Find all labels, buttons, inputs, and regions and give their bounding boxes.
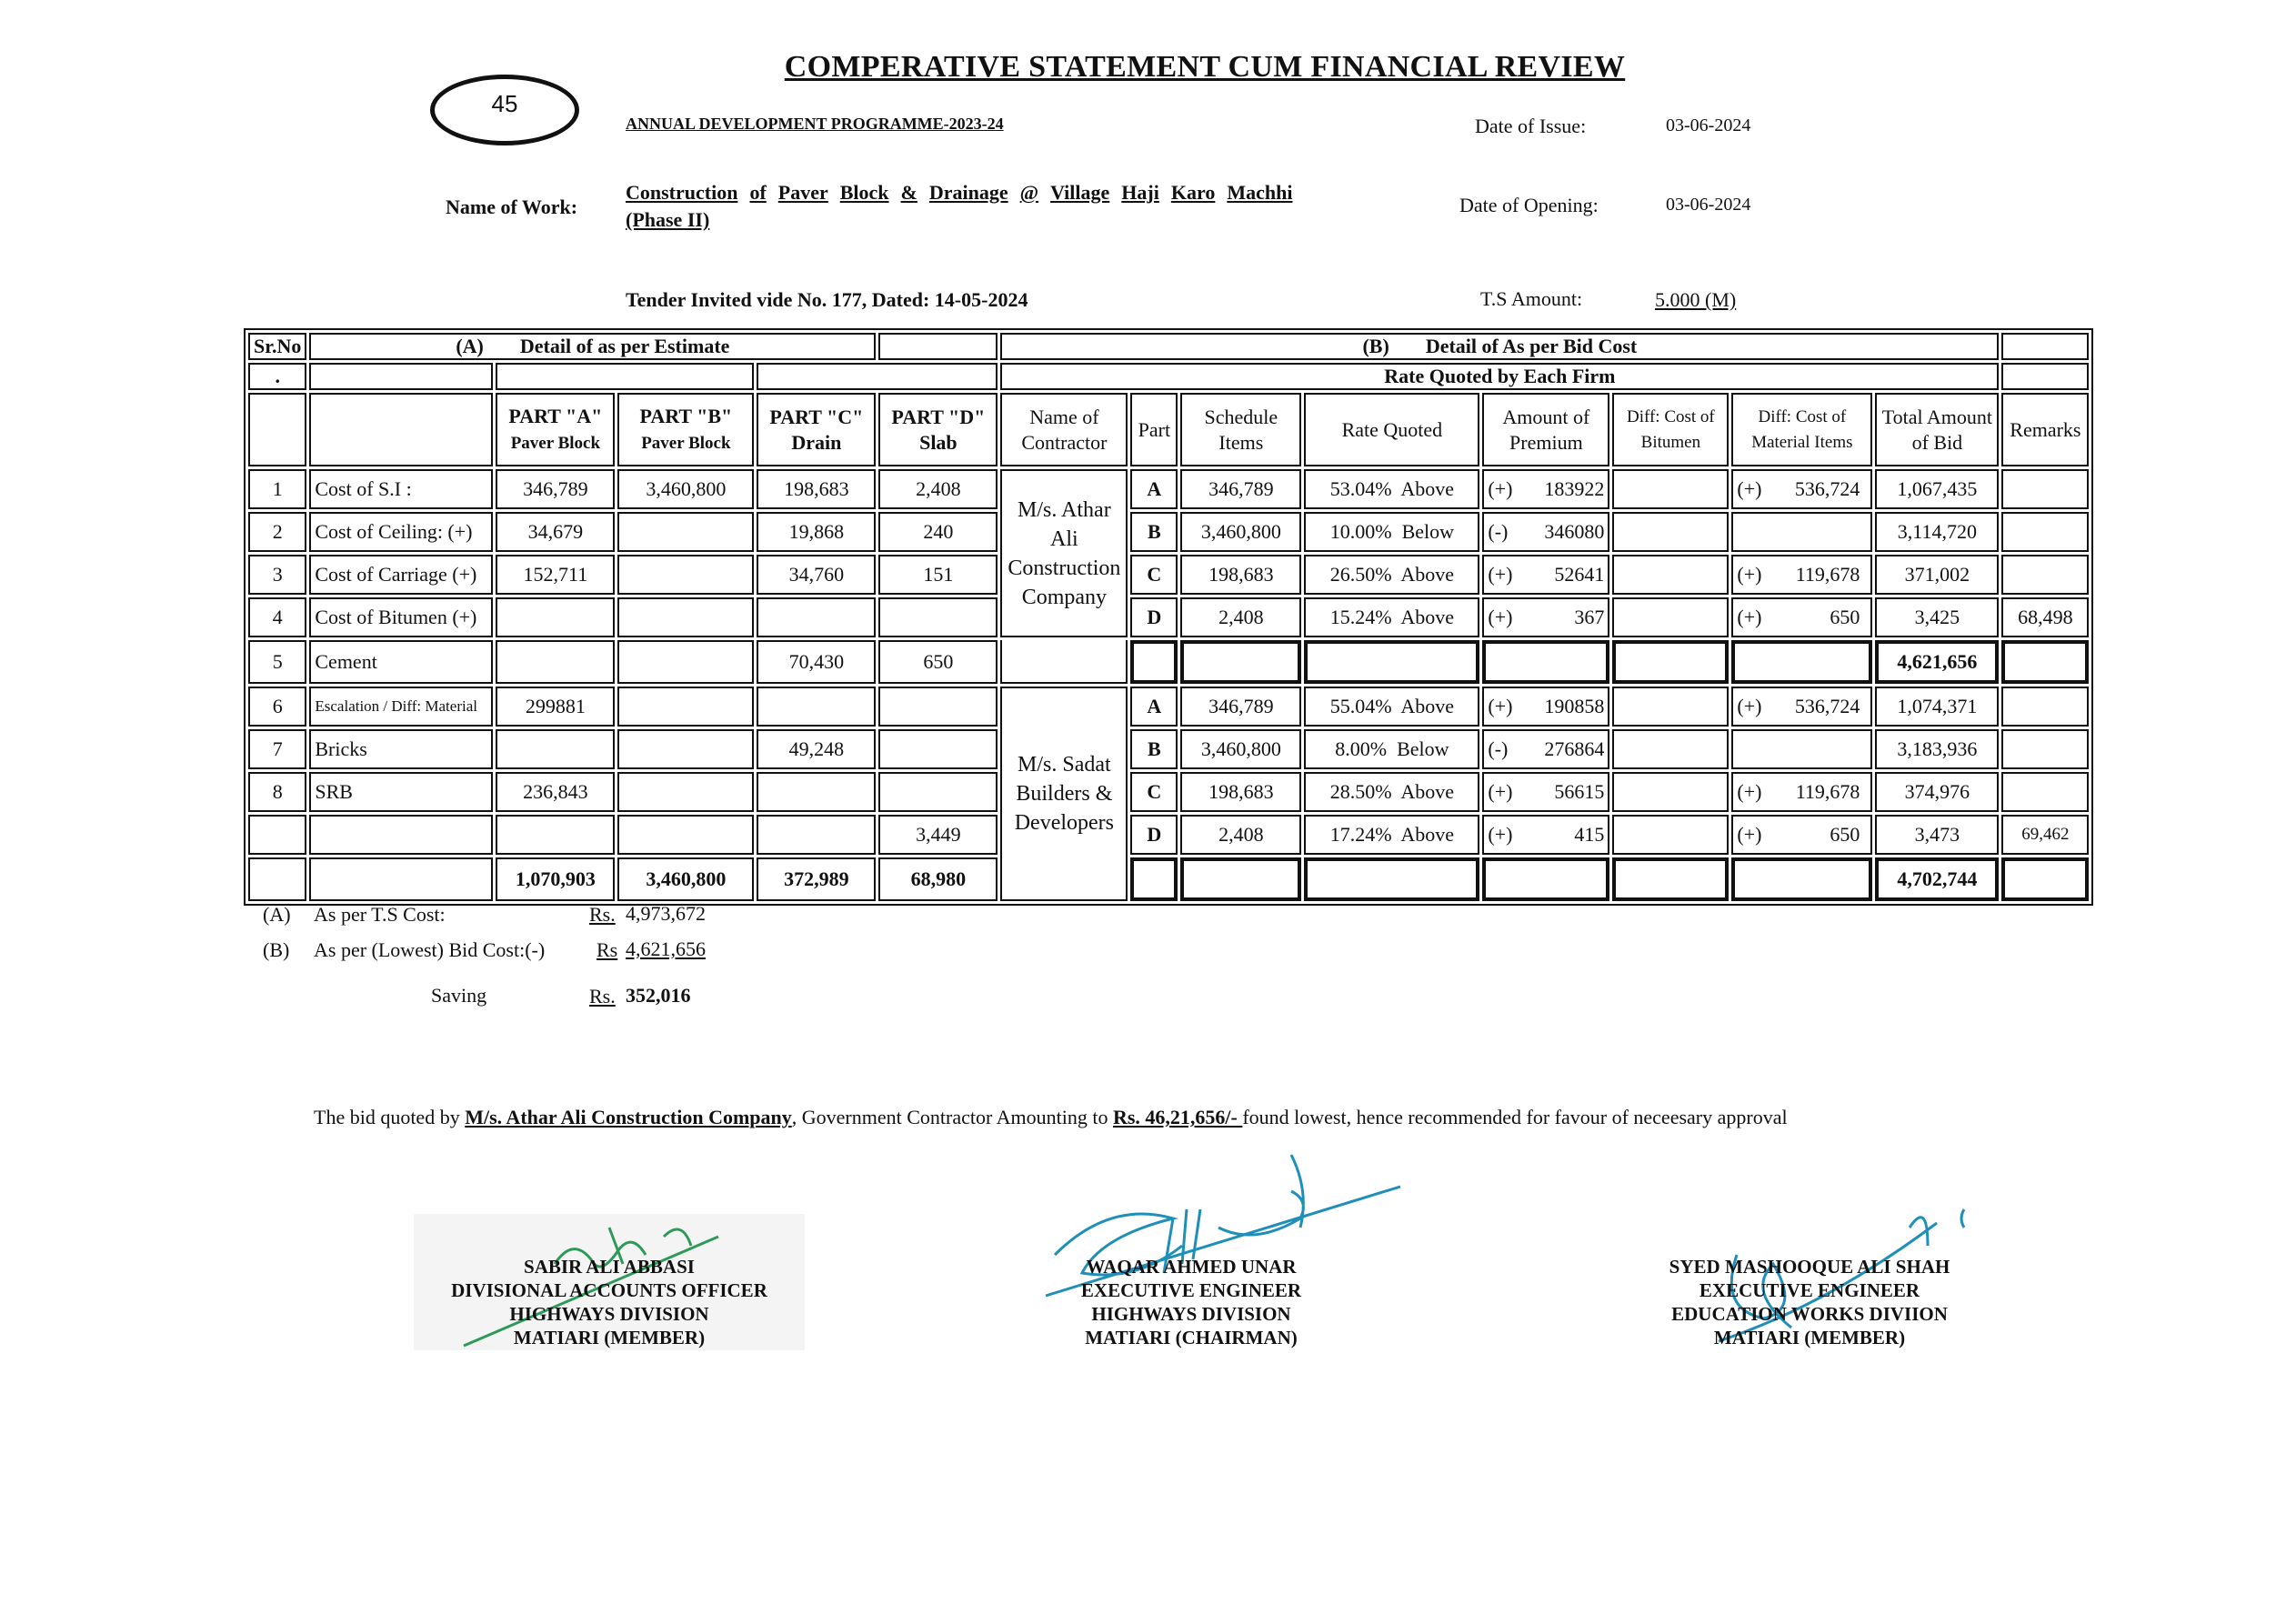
- srno-cell: 2: [248, 512, 306, 552]
- signatory-role: MATIARI (CHAIRMAN): [1085, 1327, 1298, 1348]
- part-a-cell: [496, 729, 615, 769]
- date-of-opening-value: 03-06-2024: [1666, 195, 1751, 215]
- recommendation-text: [314, 1106, 1788, 1129]
- signatory-title: EXECUTIVE ENGINEER: [1080, 1279, 1302, 1301]
- material-cell: [1731, 597, 1872, 637]
- part-header-top: PART "C": [769, 405, 864, 428]
- srno-cell: 7: [248, 729, 306, 769]
- signatory-role: MATIARI (MEMBER): [513, 1327, 706, 1348]
- table-row: [248, 640, 2089, 684]
- blank-header-cell: [309, 363, 493, 390]
- premium-value: 367: [1574, 606, 1605, 628]
- srno-header: Sr.No: [248, 333, 306, 360]
- srno-cell: 4: [248, 597, 306, 637]
- signatory-division: HIGHWAYS DIVISION: [1091, 1303, 1291, 1325]
- material-value: 119,678: [1795, 780, 1860, 803]
- material-value: 650: [1830, 823, 1860, 846]
- premium-sign: (+): [1488, 563, 1513, 586]
- name-of-work-word: @: [1019, 181, 1039, 204]
- bid-part-cell: B: [1130, 729, 1178, 769]
- part-b-header: [617, 393, 754, 466]
- premium-value: 276864: [1544, 737, 1605, 760]
- schedule-cell: 198,683: [1180, 772, 1301, 812]
- contractor-name-sadat: M/s. Sadat Builders & Developers: [1000, 687, 1128, 901]
- part-b-cell: [617, 640, 754, 684]
- remarks-cell: [2001, 729, 2089, 769]
- ts-amount-value: 5.000 (M): [1655, 288, 1737, 311]
- document-title: COMPERATIVE STATEMENT CUM FINANCIAL REVIEW: [784, 50, 1626, 84]
- rate-cell: [1304, 597, 1479, 637]
- blank-cell: [1612, 640, 1729, 684]
- item-cell: Cement: [309, 640, 493, 684]
- signatory-name: WAQAR AHMED UNAR: [1086, 1256, 1297, 1278]
- material-value: 119,678: [1795, 563, 1860, 586]
- bitumen-cell: [1612, 772, 1729, 812]
- name-of-work-word: Block: [839, 181, 889, 204]
- srno-cell: 5: [248, 640, 306, 684]
- premium-sign: (+): [1488, 823, 1513, 846]
- part-c-cell: 49,248: [757, 729, 876, 769]
- part-d-cell: [878, 687, 998, 727]
- material-sign: (+): [1737, 477, 1762, 500]
- premium-value: 415: [1574, 823, 1605, 846]
- diff-cost-bitumen-header: Diff: Cost of Bitumen: [1612, 393, 1729, 466]
- name-of-work-line-1: [626, 179, 1344, 206]
- part-d-cell: 2,408: [878, 469, 998, 509]
- part-a-cell: 299881: [496, 687, 615, 727]
- material-sign: (+): [1737, 606, 1762, 628]
- remarks-cell: [2001, 555, 2089, 595]
- rate-direction: Below: [1397, 737, 1449, 760]
- part-d-cell: [878, 772, 998, 812]
- total-cell: 3,183,936: [1875, 729, 1999, 769]
- blank-cell: [1180, 857, 1301, 901]
- bid-part-cell: C: [1130, 555, 1178, 595]
- rate-percent: 28.50%: [1329, 780, 1392, 803]
- material-cell: [1731, 687, 1872, 727]
- rate-percent: 10.00%: [1329, 520, 1392, 543]
- section-b-header: [1000, 333, 1999, 360]
- summary-saving-value: 352,016: [626, 984, 691, 1007]
- total-cell: 1,067,435: [1875, 469, 1999, 509]
- summary-a-tag: (A): [263, 903, 291, 926]
- remarks-cell: [2001, 687, 2089, 727]
- name-of-work-word: Machhi: [1227, 181, 1293, 204]
- rate-cell: [1304, 729, 1479, 769]
- blank-cell: [1304, 857, 1479, 901]
- part-a-cell: [496, 815, 615, 855]
- name-of-work-label: Name of Work:: [446, 195, 578, 218]
- premium-cell: [1482, 597, 1609, 637]
- premium-cell: [1482, 815, 1609, 855]
- signatory-2: [1000, 1255, 1382, 1349]
- remarks-cell: [2001, 469, 2089, 509]
- blank-cell: [248, 857, 306, 901]
- premium-cell: [1482, 729, 1609, 769]
- total-cell: 371,002: [1875, 555, 1999, 595]
- material-sign: (+): [1737, 823, 1762, 846]
- comparative-statement-table: [244, 328, 2093, 906]
- blank-header-cell: [248, 393, 306, 466]
- bid-part-cell: A: [1130, 469, 1178, 509]
- part-c-cell: [757, 815, 876, 855]
- rate-direction: Above: [1400, 563, 1455, 586]
- total-cell: 3,425: [1875, 597, 1999, 637]
- rate-cell: [1304, 555, 1479, 595]
- date-of-opening-label: Date of Opening:: [1459, 194, 1599, 216]
- name-of-work-word: Paver: [777, 181, 828, 204]
- part-d-cell: [878, 729, 998, 769]
- blank-cell: [1482, 857, 1609, 901]
- part-c-cell: [757, 597, 876, 637]
- date-of-issue-label: Date of Issue:: [1475, 115, 1587, 137]
- bid-part-cell: D: [1130, 815, 1178, 855]
- premium-value: 190858: [1544, 695, 1605, 717]
- bitumen-cell: [1612, 687, 1729, 727]
- section-b-title: Detail of As per Bid Cost: [1425, 335, 1638, 357]
- part-c-header: [757, 393, 876, 466]
- part-c-cell: [757, 687, 876, 727]
- premium-cell: [1482, 687, 1609, 727]
- rate-percent: 26.50%: [1329, 563, 1392, 586]
- signatory-division: EDUCATION WORKS DIVIION: [1671, 1303, 1948, 1325]
- bid-part-cell: D: [1130, 597, 1178, 637]
- material-sign: (+): [1737, 563, 1762, 586]
- blank-cell: [1180, 640, 1301, 684]
- part-b-cell: [617, 815, 754, 855]
- schedule-cell: 346,789: [1180, 469, 1301, 509]
- part-d-cell: [878, 597, 998, 637]
- recommendation-middle: , Government Contractor Amounting to: [791, 1106, 1113, 1128]
- rate-percent: 55.04%: [1329, 695, 1392, 717]
- table-row: [248, 687, 2089, 727]
- rate-cell: [1304, 469, 1479, 509]
- part-c-cell: 34,760: [757, 555, 876, 595]
- grand-total-athar: 4,621,656: [1875, 640, 1999, 684]
- section-b-tag: (B): [1362, 335, 1389, 357]
- total-part-d: 68,980: [878, 857, 998, 901]
- blank-cell: [1304, 640, 1479, 684]
- signatory-title: EXECUTIVE ENGINEER: [1699, 1279, 1920, 1301]
- part-a-cell: [496, 597, 615, 637]
- rate-cell: [1304, 772, 1479, 812]
- total-part-c: 372,989: [757, 857, 876, 901]
- premium-cell: [1482, 772, 1609, 812]
- premium-sign: (+): [1488, 695, 1513, 717]
- remarks-cell: [2001, 512, 2089, 552]
- part-b-cell: [617, 597, 754, 637]
- rate-percent: 15.24%: [1329, 606, 1392, 628]
- part-b-cell: [617, 512, 754, 552]
- bid-part-cell: A: [1130, 687, 1178, 727]
- amount-of-premium-header: Amount of Premium: [1482, 393, 1609, 466]
- schedule-cell: 2,408: [1180, 815, 1301, 855]
- ts-amount-label: T.S Amount:: [1480, 287, 1583, 310]
- summary-bid-cost: 4,621,656: [626, 937, 706, 960]
- premium-sign: (-): [1488, 520, 1509, 543]
- name-of-work-word: of: [749, 181, 767, 204]
- name-of-work-word: Village: [1050, 181, 1110, 204]
- material-value: 536,724: [1794, 695, 1860, 717]
- total-cell: 374,976: [1875, 772, 1999, 812]
- recommendation-prefix: The bid quoted by: [314, 1106, 466, 1128]
- srno-cell: 3: [248, 555, 306, 595]
- part-header-bottom: Paver Block: [510, 433, 601, 453]
- rate-direction: Above: [1400, 780, 1455, 803]
- signatory-name: SABIR ALI ABBASI: [524, 1256, 695, 1278]
- item-cell: Cost of S.I :: [309, 469, 493, 509]
- name-of-work-line-2: (Phase II): [626, 208, 710, 231]
- contractor-name-athar: M/s. Athar Ali Construction Company: [1000, 469, 1128, 637]
- name-of-work-word: Haji: [1121, 181, 1159, 204]
- bid-part-cell: B: [1130, 512, 1178, 552]
- part-b-cell: [617, 729, 754, 769]
- schedule-cell: 198,683: [1180, 555, 1301, 595]
- premium-sign: (-): [1488, 737, 1509, 760]
- name-of-work-word: Karo: [1170, 181, 1216, 204]
- rate-direction: Above: [1400, 477, 1455, 500]
- name-of-work-word: Construction: [626, 181, 738, 204]
- schedule-cell: 2,408: [1180, 597, 1301, 637]
- part-header-top: PART "A": [508, 404, 603, 427]
- blank-cell: [1731, 640, 1872, 684]
- total-part-a: 1,070,903: [496, 857, 615, 901]
- summary-b-label: As per (Lowest) Bid Cost:(-): [314, 938, 546, 961]
- premium-value: 52641: [1554, 563, 1605, 586]
- schedule-cell: 3,460,800: [1180, 729, 1301, 769]
- part-d-cell: 151: [878, 555, 998, 595]
- blank-cell: [1612, 857, 1729, 901]
- signatory-role: MATIARI (MEMBER): [1713, 1327, 1906, 1348]
- blank-header-cell: [2001, 333, 2089, 360]
- blank-header-cell: [757, 363, 998, 390]
- blank-cell: [1482, 640, 1609, 684]
- blank-header-cell: [878, 333, 998, 360]
- contractor-header: Name of Contractor: [1000, 393, 1128, 466]
- summary-a-label: As per T.S Cost:: [314, 903, 446, 926]
- premium-value: 56615: [1554, 780, 1605, 803]
- table-row: [248, 597, 2089, 637]
- bitumen-cell: [1612, 469, 1729, 509]
- blank-cell: [309, 857, 493, 901]
- total-amount-of-bid-header: Total Amount of Bid: [1875, 393, 1999, 466]
- premium-sign: (+): [1488, 780, 1513, 803]
- name-of-work-word: Drainage: [928, 181, 1008, 204]
- total-cell: 3,114,720: [1875, 512, 1999, 552]
- blank-cell: [1000, 640, 1128, 684]
- table-row: [248, 815, 2089, 855]
- schedule-cell: 346,789: [1180, 687, 1301, 727]
- part-a-cell: 152,711: [496, 555, 615, 595]
- part-c-cell: 198,683: [757, 469, 876, 509]
- bid-part-cell: C: [1130, 772, 1178, 812]
- item-cell: Cost of Carriage (+): [309, 555, 493, 595]
- signatory-1: [418, 1255, 800, 1349]
- srno-cell: 6: [248, 687, 306, 727]
- srno-cell: 8: [248, 772, 306, 812]
- bitumen-cell: [1612, 815, 1729, 855]
- blank-cell: [1130, 857, 1178, 901]
- material-cell: [1731, 815, 1872, 855]
- rate-direction: Above: [1400, 606, 1455, 628]
- remarks-cell: 69,462: [2001, 815, 2089, 855]
- part-header-bottom: Drain: [791, 430, 842, 454]
- section-a-header: [309, 333, 876, 360]
- part-a-cell: 346,789: [496, 469, 615, 509]
- item-cell: Cost of Ceiling: (+): [309, 512, 493, 552]
- material-sign: (+): [1737, 780, 1762, 803]
- item-cell: SRB: [309, 772, 493, 812]
- srno-header-dot: .: [248, 363, 306, 390]
- remarks-cell: [2001, 772, 2089, 812]
- blank-cell: [1731, 857, 1872, 901]
- signatory-title: DIVISIONAL ACCOUNTS OFFICER: [451, 1279, 767, 1301]
- material-cell: [1731, 729, 1872, 769]
- rate-percent: 8.00%: [1335, 737, 1388, 760]
- rate-percent: 17.24%: [1329, 823, 1392, 846]
- rate-cell: [1304, 512, 1479, 552]
- table-row: [248, 512, 2089, 552]
- part-column-header: Part: [1130, 393, 1178, 466]
- section-a-title: Detail of as per Estimate: [519, 335, 730, 357]
- part-header-bottom: Slab: [919, 430, 958, 454]
- blank-cell: [1130, 640, 1178, 684]
- material-cell: [1731, 555, 1872, 595]
- grand-total-sadat: 4,702,744: [1875, 857, 1999, 901]
- blank-cell: [2001, 857, 2089, 901]
- part-a-cell: 34,679: [496, 512, 615, 552]
- rate-percent: 53.04%: [1329, 477, 1392, 500]
- rate-direction: Below: [1401, 520, 1455, 543]
- summary-a-rs: Rs.: [589, 903, 616, 926]
- item-cell: Escalation / Diff: Material: [309, 687, 493, 727]
- total-cell: 1,074,371: [1875, 687, 1999, 727]
- part-b-cell: [617, 772, 754, 812]
- item-cell: [309, 815, 493, 855]
- material-cell: [1731, 772, 1872, 812]
- remarks-cell: 68,498: [2001, 597, 2089, 637]
- part-b-cell: [617, 555, 754, 595]
- bitumen-cell: [1612, 512, 1729, 552]
- rate-direction: Above: [1400, 695, 1455, 717]
- part-a-cell: [496, 640, 615, 684]
- rate-direction: Above: [1400, 823, 1455, 846]
- part-header-bottom: Paver Block: [641, 433, 731, 453]
- premium-value: 183922: [1544, 477, 1605, 500]
- blank-cell: [2001, 640, 2089, 684]
- summary-b-rs: Rs: [597, 938, 618, 961]
- rate-cell: [1304, 687, 1479, 727]
- table-row: [248, 555, 2089, 595]
- part-d-cell: 650: [878, 640, 998, 684]
- table-row: [248, 772, 2089, 812]
- section-a-tag: (A): [456, 335, 484, 357]
- material-sign: (+): [1737, 695, 1762, 717]
- summary-saving-rs: Rs.: [589, 985, 616, 1007]
- rate-quoted-title: Rate Quoted by Each Firm: [1000, 363, 1999, 390]
- signatory-division: HIGHWAYS DIVISION: [509, 1303, 709, 1325]
- name-of-work: [626, 179, 1344, 234]
- page-number-oval: [430, 75, 579, 145]
- summary-saving-label: Saving: [431, 984, 487, 1007]
- material-cell: [1731, 469, 1872, 509]
- recommended-firm: M/s. Athar Ali Construction Company: [465, 1106, 792, 1128]
- item-cell: Bricks: [309, 729, 493, 769]
- srno-cell: 1: [248, 469, 306, 509]
- schedule-items-header: Schedule Items: [1180, 393, 1301, 466]
- name-of-work-word: &: [900, 181, 917, 204]
- part-a-cell: 236,843: [496, 772, 615, 812]
- totals-row: [248, 857, 2089, 901]
- rate-quoted-header: Rate Quoted: [1304, 393, 1479, 466]
- part-c-cell: [757, 772, 876, 812]
- part-d-cell: 240: [878, 512, 998, 552]
- date-of-issue-value: 03-06-2024: [1666, 115, 1751, 135]
- recommendation-suffix: found lowest, hence recommended for favour of neceesary approval: [1242, 1106, 1788, 1128]
- diff-cost-material-header: Diff: Cost of Material Items: [1731, 393, 1872, 466]
- part-d-cell: 3,449: [878, 815, 998, 855]
- premium-value: 346080: [1544, 520, 1605, 543]
- signatory-3: [1619, 1255, 2000, 1349]
- part-b-cell: [617, 687, 754, 727]
- programme-name: ANNUAL DEVELOPMENT PROGRAMME-2023-24: [626, 115, 1004, 133]
- tender-reference: Tender Invited vide No. 177, Dated: 14-05-2024: [626, 288, 1028, 311]
- bitumen-cell: [1612, 597, 1729, 637]
- part-d-header: [878, 393, 998, 466]
- rate-cell: [1304, 815, 1479, 855]
- table-row: [248, 729, 2089, 769]
- blank-header-cell: [2001, 363, 2089, 390]
- recommended-amount: Rs. 46,21,656/-: [1112, 1106, 1243, 1128]
- summary-b-tag: (B): [263, 938, 290, 961]
- bitumen-cell: [1612, 555, 1729, 595]
- premium-cell: [1482, 512, 1609, 552]
- total-cell: 3,473: [1875, 815, 1999, 855]
- summary-ts-cost: 4,973,672: [626, 902, 706, 925]
- srno-cell: [248, 815, 306, 855]
- material-cell: [1731, 512, 1872, 552]
- table-row: [248, 469, 2089, 509]
- premium-cell: [1482, 469, 1609, 509]
- signatory-name: SYED MASHOOQUE ALI SHAH: [1669, 1256, 1950, 1278]
- item-cell: Cost of Bitumen (+): [309, 597, 493, 637]
- part-c-cell: 70,430: [757, 640, 876, 684]
- part-a-header: [496, 393, 615, 466]
- total-part-b: 3,460,800: [617, 857, 754, 901]
- bitumen-cell: [1612, 729, 1729, 769]
- blank-header-cell: [309, 393, 493, 466]
- material-value: 536,724: [1794, 477, 1860, 500]
- premium-cell: [1482, 555, 1609, 595]
- premium-sign: (+): [1488, 477, 1513, 500]
- schedule-cell: 3,460,800: [1180, 512, 1301, 552]
- part-header-top: PART "B": [639, 404, 733, 427]
- blank-header-cell: [496, 363, 754, 390]
- part-header-top: PART "D": [891, 405, 986, 428]
- premium-sign: (+): [1488, 606, 1513, 628]
- remarks-header: Remarks: [2001, 393, 2089, 466]
- part-b-cell: 3,460,800: [617, 469, 754, 509]
- page-number: 45: [491, 89, 518, 117]
- material-value: 650: [1830, 606, 1860, 628]
- part-c-cell: 19,868: [757, 512, 876, 552]
